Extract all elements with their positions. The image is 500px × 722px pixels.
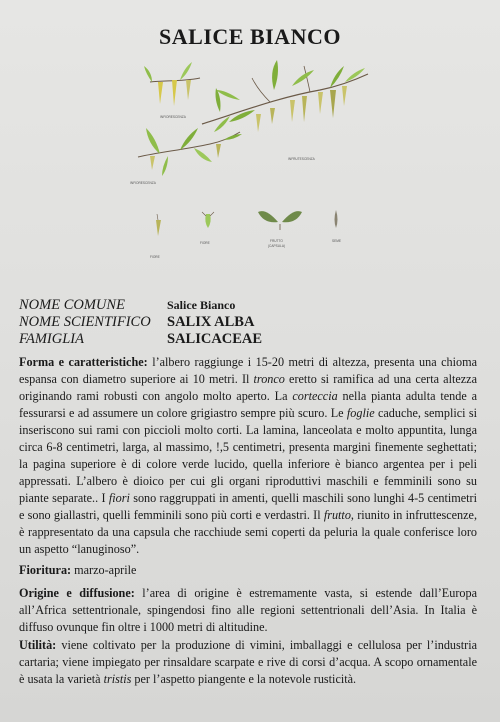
scientific-name-row <box>19 314 489 331</box>
label-flower-1: FIORE <box>150 255 160 259</box>
label-flower-2: FIORE <box>200 241 210 245</box>
forma-heading: Forma e caratteristiche: <box>19 355 148 369</box>
forma-text-1: l’albero raggiunge i 15-20 metri di altezza, presenta una chioma espansa con diametro superiore ai 10 metri. Il <box>19 355 477 386</box>
forma-term-tronco: tronco <box>253 372 285 386</box>
label-branch-female: INFRUTESCENZA <box>288 157 315 161</box>
branch-female-drawing <box>202 60 368 132</box>
common-name-label: NOME COMUNE <box>19 297 125 313</box>
section-forma <box>19 354 477 558</box>
family-value: SALICACEAE <box>167 331 263 347</box>
label-fruit-capsule: (CAPSULA) <box>268 244 286 248</box>
section-origine <box>19 585 477 636</box>
page-title: SALICE BIANCO <box>159 24 341 49</box>
forma-text-5: sono raggruppati in amenti, quelli maschili sono lunghi 4-5 centimetri e sono giallastri, quelli femminili sono più corti e verdastri. Il <box>19 491 477 522</box>
label-fruit: FRUTTO <box>270 239 283 243</box>
label-branch-left: INFIORESCENZA <box>160 115 186 119</box>
scientific-name-value: SALIX ALBA <box>167 314 255 330</box>
fruit-detail <box>258 211 302 230</box>
common-name-value: Salice Bianco <box>167 298 236 312</box>
name-table <box>19 297 489 348</box>
forma-term-foglie: foglie <box>346 406 375 420</box>
forma-text-3: nella pianta adulta tende a fessurarsi e ad assumere un colore grigiastro sempre più scuro. Le <box>19 389 477 420</box>
utilita-term-tristis: tristis <box>103 672 132 686</box>
forma-text-4: caduche, semplici si inseriscono sui rami con piccioli molto corti. La lamina, lanceolata e molto appuntita, lunga circa 6-8 centimetri, larga, al massimo, !,5 centimetri, presenta margini finemente seghettati; la pagina superiore è di colore verde lucido, quella inferiore è bianco argentea per i peli appressati. L’albero è dioico per cui gli organi riproduttivi maschili e femminili sono su piante separate.. I <box>19 406 477 505</box>
forma-term-corteccia: corteccia <box>292 389 338 403</box>
family-row <box>19 331 489 348</box>
branch-left-drawing <box>144 62 200 106</box>
origine-text: l’area di origine è estremamente vasta, si estende dall’Europa all’Africa settentrionale, spingendosi fino alle regioni settentrionali dell’Asia. In Italia è diffuso ovunque fin oltre i 1000 metri di altitudine. <box>19 586 477 634</box>
origine-heading: Origine e diffusione: <box>19 586 135 600</box>
scientific-name-label: NOME SCIENTIFICO <box>19 314 151 330</box>
seed-detail <box>335 210 338 228</box>
common-name-row <box>19 297 489 314</box>
branch-male-drawing <box>138 128 242 176</box>
fioritura-heading: Fioritura: <box>19 563 72 577</box>
label-seed: SEME <box>332 239 342 243</box>
fioritura-text: marzo-aprile <box>71 563 137 577</box>
utilita-text-2: per l’aspetto piangente e la notevole rusticità. <box>131 672 357 686</box>
family-label: FAMIGLIA <box>19 331 84 347</box>
utilita-heading: Utilità: <box>19 638 57 652</box>
forma-term-fiori: fiori <box>108 491 130 505</box>
flower-detail-2 <box>202 212 214 228</box>
section-fioritura <box>19 562 477 579</box>
section-utilita <box>19 637 477 688</box>
willow-illustration <box>120 52 380 267</box>
flower-detail-1 <box>156 214 161 236</box>
utilita-text-1: viene coltivato per la produzione di vimini, imballaggi e cellulosa per l’industria cartaria; viene impiegato per rinsaldare scarpate e rive di corsi d’acqua. A scopo ornamentale è usata la varietà <box>19 638 477 686</box>
forma-text-6: , riunito in infruttescenze, è rappresentato da una capsula che racchiude semi coperti da peluria la quale conferisce loro un aspetto “lanuginoso”. <box>19 508 477 556</box>
forma-text-2: eretto si ramifica ad una certa altezza originando rami robusti con angolo molto aperto. La <box>19 372 477 403</box>
forma-term-frutto: frutto <box>323 508 351 522</box>
label-branch-male: INFIORESCENZA <box>130 181 156 185</box>
